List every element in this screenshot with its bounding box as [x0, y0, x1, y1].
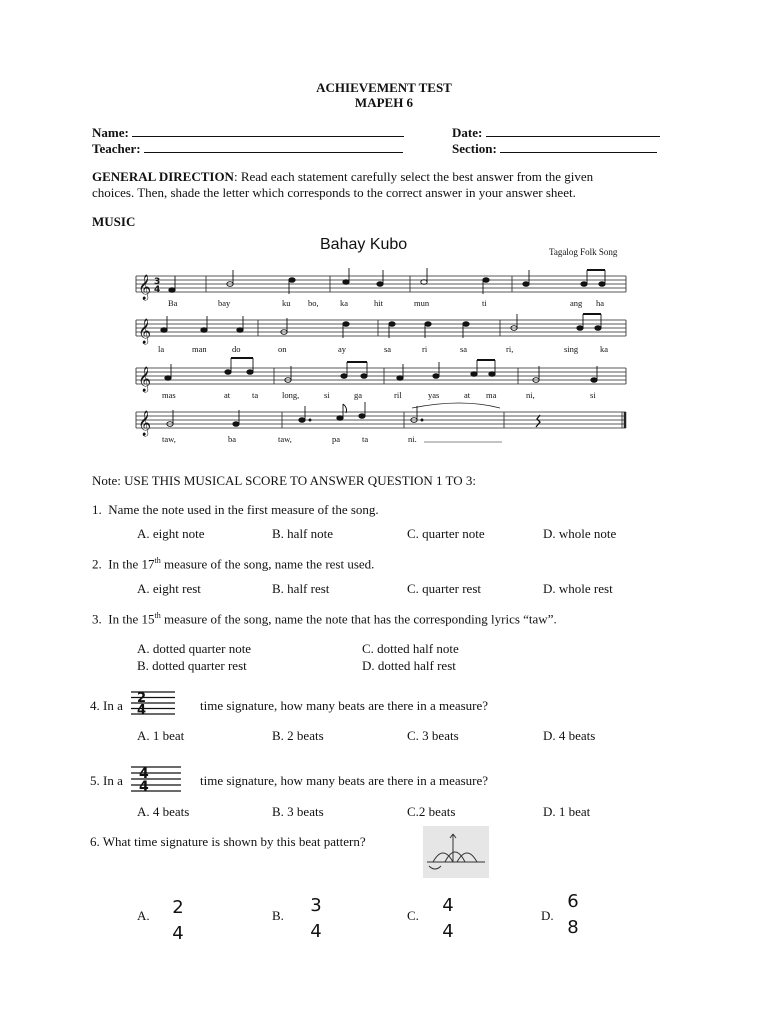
question-number: 2. — [92, 556, 102, 572]
numerator: 4 — [442, 895, 454, 916]
svg-text:4: 4 — [139, 779, 149, 793]
staff-4 — [136, 403, 626, 428]
score-note: Note: USE THIS MUSICAL SCORE TO ANSWER QUESTION 1 TO 3: — [92, 473, 477, 488]
question-number: 6. — [90, 834, 100, 849]
section-music: MUSIC — [92, 214, 136, 229]
name-field[interactable] — [92, 124, 404, 141]
question-2 — [92, 556, 374, 572]
teacher-field[interactable] — [92, 140, 403, 157]
q4-option-d[interactable]: D. 4 beats — [543, 728, 596, 743]
svg-text:ta: ta — [252, 390, 259, 400]
q5-option-c[interactable]: C.2 beats — [407, 804, 456, 819]
q3-option-a[interactable]: A. dotted quarter note — [137, 641, 252, 656]
svg-text:ri: ri — [422, 344, 428, 354]
question-number: 3. — [92, 611, 102, 627]
staff-3 — [136, 368, 626, 384]
q6-option-d-letter[interactable]: D. — [541, 908, 554, 923]
ordinal-suffix: th — [154, 611, 161, 620]
treble-clef-icon: 𝄞 — [138, 367, 152, 392]
q5-option-b[interactable]: B. 3 beats — [272, 804, 324, 819]
staff-2 — [136, 320, 626, 336]
question-3 — [92, 611, 557, 627]
svg-text:2: 2 — [137, 691, 147, 706]
q6-option-d-fraction[interactable] — [563, 889, 583, 941]
q6-option-a-fraction[interactable] — [168, 895, 188, 947]
denominator: 4 — [310, 921, 322, 942]
svg-text:man: man — [192, 344, 207, 354]
svg-text:ay: ay — [338, 344, 347, 354]
numerator: 6 — [567, 891, 579, 912]
question-4-text: time signature, how many beats are there in a measure? — [200, 698, 489, 713]
q4-option-a[interactable]: A. 1 beat — [137, 728, 185, 743]
date-label: Date: — [452, 125, 483, 140]
svg-text:la: la — [158, 344, 165, 354]
teacher-line[interactable] — [144, 140, 403, 153]
time-signature-2-4-icon — [131, 690, 175, 716]
svg-text:bo,: bo, — [308, 298, 319, 308]
svg-text:ma: ma — [486, 390, 497, 400]
question-5-text: time signature, how many beats are there in a measure? — [200, 773, 489, 788]
numerator: 3 — [310, 895, 322, 916]
svg-text:ha: ha — [596, 298, 605, 308]
date-line[interactable] — [486, 124, 660, 137]
treble-clef-icon: 𝄞 — [138, 319, 152, 344]
svg-text:ba: ba — [228, 434, 237, 444]
svg-text:sa: sa — [384, 344, 392, 354]
svg-text:ni.: ni. — [408, 434, 417, 444]
q1-option-b[interactable]: B. half note — [272, 526, 334, 541]
denominator: 4 — [172, 923, 184, 944]
test-subtitle: MAPEH 6 — [354, 95, 414, 110]
direction-label: GENERAL DIRECTION — [92, 169, 234, 184]
svg-text:ri,: ri, — [506, 344, 514, 354]
svg-text:hit: hit — [374, 298, 383, 308]
quarter-rest-icon — [536, 415, 540, 427]
q2-option-c[interactable]: C. quarter rest — [407, 581, 482, 596]
svg-text:ta: ta — [362, 434, 369, 444]
svg-text:ku: ku — [282, 298, 291, 308]
music-score — [132, 266, 630, 450]
q3-option-c[interactable]: C. dotted half note — [362, 641, 459, 656]
question-text: In the 17 — [108, 556, 155, 572]
svg-text:ka: ka — [340, 298, 349, 308]
name-label: Name: — [92, 125, 129, 140]
svg-text:mun: mun — [414, 298, 430, 308]
svg-text:ga: ga — [354, 390, 363, 400]
q3-option-b[interactable]: B. dotted quarter rest — [137, 658, 247, 673]
q1-option-c[interactable]: C. quarter note — [407, 526, 485, 541]
svg-text:3: 3 — [154, 277, 161, 287]
svg-text:si: si — [324, 390, 330, 400]
score-subtitle: Tagalog Folk Song — [549, 247, 618, 257]
svg-text:on: on — [278, 344, 287, 354]
svg-text:4: 4 — [154, 285, 161, 295]
test-title: ACHIEVEMENT TEST — [316, 80, 452, 95]
question-5-prefix: 5. In a — [90, 773, 123, 788]
question-text: Name the note used in the first measure of the song. — [108, 502, 379, 517]
svg-text:pa: pa — [332, 434, 341, 444]
q6-option-b-fraction[interactable] — [306, 893, 326, 945]
question-text: measure of the song, name the rest used. — [160, 556, 375, 572]
treble-clef-icon: 𝄞 — [138, 275, 152, 300]
q2-option-a[interactable]: A. eight rest — [137, 581, 201, 596]
svg-text:bay: bay — [218, 298, 231, 308]
q4-option-c[interactable]: C. 3 beats — [407, 728, 459, 743]
svg-text:ril: ril — [394, 390, 402, 400]
question-text: What time signature is shown by this beat pattern? — [102, 834, 366, 849]
q3-option-d[interactable]: D. dotted half rest — [362, 658, 456, 673]
numerator: 2 — [172, 897, 184, 918]
svg-text:taw,: taw, — [278, 434, 292, 444]
svg-text:taw,: taw, — [162, 434, 176, 444]
section-line[interactable] — [500, 140, 657, 153]
question-text: measure of the song, name the note that has the corresponding lyrics “taw”. — [160, 611, 557, 627]
svg-text:at: at — [464, 390, 471, 400]
section-field[interactable] — [452, 140, 657, 157]
svg-text:si: si — [590, 390, 596, 400]
svg-text:sa: sa — [460, 344, 468, 354]
svg-text:at: at — [224, 390, 231, 400]
general-direction — [92, 169, 692, 185]
svg-text:4: 4 — [139, 766, 149, 782]
q5-option-a[interactable]: A. 4 beats — [137, 804, 190, 819]
teacher-label: Teacher: — [92, 141, 141, 156]
beat-pattern-icon — [423, 826, 489, 878]
q1-option-d[interactable]: D. whole note — [543, 526, 617, 541]
q6-option-c-fraction[interactable] — [438, 893, 458, 945]
name-line[interactable] — [132, 124, 404, 137]
svg-text:Ba: Ba — [168, 298, 178, 308]
question-4-prefix: 4. In a — [90, 698, 123, 713]
denominator: 4 — [442, 921, 454, 942]
q2-option-d[interactable]: D. whole rest — [543, 581, 613, 596]
svg-text:yas: yas — [428, 390, 440, 400]
ordinal-suffix: th — [154, 556, 161, 565]
svg-text:sing: sing — [564, 344, 579, 354]
q1-option-a[interactable]: A. eight note — [137, 526, 205, 541]
denominator: 8 — [567, 917, 579, 938]
question-number: 1. — [92, 502, 102, 517]
svg-text:4: 4 — [137, 703, 147, 716]
treble-clef-icon: 𝄞 — [138, 411, 152, 436]
section-label: Section: — [452, 141, 497, 156]
time-signature-4-4-icon — [131, 765, 181, 793]
q6-option-c-letter[interactable]: C. — [407, 908, 419, 923]
svg-text:ti: ti — [482, 298, 487, 308]
svg-text:mas: mas — [162, 390, 176, 400]
direction-text-2: choices. Then, shade the letter which corresponds to the correct answer in your answer sheet. — [92, 185, 576, 200]
question-1 — [92, 502, 379, 518]
svg-text:ka: ka — [600, 344, 609, 354]
score-title: Bahay Kubo — [320, 236, 408, 253]
svg-text:ang: ang — [570, 298, 583, 308]
svg-text:ni,: ni, — [526, 390, 535, 400]
question-text: In the 15 — [108, 611, 155, 627]
q2-option-b[interactable]: B. half rest — [272, 581, 330, 596]
q5-option-d[interactable]: D. 1 beat — [543, 804, 591, 819]
question-6 — [90, 834, 366, 850]
date-field[interactable] — [452, 124, 660, 141]
svg-text:long,: long, — [282, 390, 300, 400]
svg-text:do: do — [232, 344, 241, 354]
direction-text-1: : Read each statement carefully select the best answer from the given — [233, 169, 594, 184]
q6-option-b-letter[interactable]: B. — [272, 908, 284, 923]
q6-option-a-letter[interactable]: A. — [137, 908, 150, 923]
q4-option-b[interactable]: B. 2 beats — [272, 728, 324, 743]
